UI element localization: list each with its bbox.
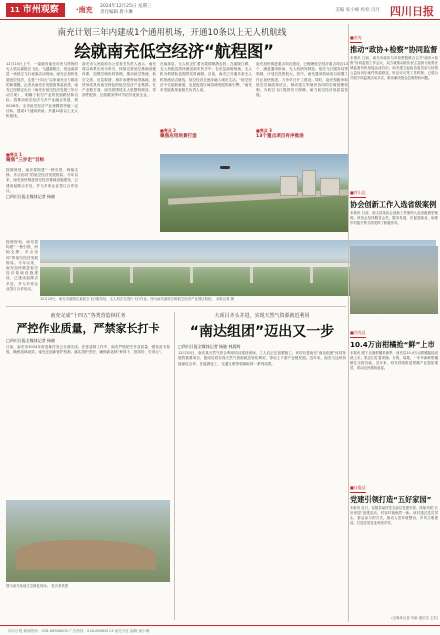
bottom-left-text: 日前，南充市2024年营造林任务已全面完成。在营造林工作中，南充严格把关作业质量，强化苗木检验，确保造林成效。南充还创新管护机制，落实管护责任，确保新造林“种得下、管得好、长得大”。 <box>6 345 170 355</box>
sidebar-divider <box>348 24 349 622</box>
top-story-col3 <box>160 62 252 126</box>
sidebar-body-4: 本报讯 近日，仪陇县某村党支部以党建引领，持续开展“五好家园”创建活动，村容村貌焕然一新。该村通过党员带头、群众参与的方式，推动人居环境整治、乡风文明建设，打造宜居宜业和美乡村。 <box>350 506 438 525</box>
photo-building <box>320 178 340 196</box>
photo-pillar <box>190 267 193 283</box>
sidebar-title-4: 党建引领打造“五好家园” <box>350 495 432 504</box>
sidebar-tag-1: ■南充 <box>350 35 362 43</box>
top-story-col2 <box>82 62 156 232</box>
sidebar-story-3 <box>350 319 438 469</box>
bottom-left-kicker: 南充完成“十四五”各类营造林任务 <box>50 313 126 319</box>
top-story-byline: □四川日报全媒体记者 杨晓 <box>6 194 56 200</box>
subhead-3 <box>256 128 346 140</box>
top-story-col4 <box>256 62 348 126</box>
page-number: 11 <box>10 6 20 14</box>
subhead-3-label: ■亮点 3 <box>256 128 272 133</box>
sidebar-body-1: 本报讯 日前，南充市政协与市检察院联合召开“政协+检察”协同监督工作会议，双方就推动政协民主监督与检察法律监督有机衔接达成共识。南充建立起政协委员参与检察公益诉诉讼案件线索移送、听证评议等工作机制，已联合开展专项监督活动多次，推动解决群众急难愁盼问题。 <box>350 56 438 80</box>
bottom-right-body <box>178 344 346 620</box>
editor-text: 责任编辑 唐小琳 <box>100 10 133 15</box>
sidebar-body-3: 本报讯 眼下正值柑橘采摘季，西充县10.4万亩柑橘陆续成熟上市。果农们忙着采摘、分拣、装箱，一车车新鲜柑橘销往全国各地。近年来，西充持续推进柑橘产业提质增效，带动农民增收致富。 <box>350 351 438 370</box>
sidebar-tag-2: ■营山县 <box>350 190 366 198</box>
masthead-info: 美编 张小峰 校检 闫月 <box>335 8 380 13</box>
col1-text: 12月15日上午，一架载有南充市民与货物的无人机从嘉陵区飞出，飞越嘉陵江，抵达南部县一场低空飞行表演活动现场。南充正加快发展低空经济，这是“十四五”以来南充全力推动的新课题。记者从南充市发展改革委获悉，南充已经制定出台《南充市低空经济发展三年行动方案》，明确了低空产业的发展路径和目标，将推动低空经济与多产业融合发展，到2026年，全市低空经济产业规模将突破一定目标，建成1个通用机场，开通10条以上无人机航线。 <box>6 62 78 119</box>
bottom-right-kicker: 大项目齐头并进，实现天然气资源就近利用 <box>214 313 310 319</box>
photo-pillar <box>130 267 133 283</box>
sub-section: ·南充 <box>76 6 93 14</box>
sidebar-story-2 <box>350 179 438 241</box>
bottom-right-headline: “南达组团”迈出又一步 <box>189 324 335 340</box>
photo-building <box>302 170 316 196</box>
top-story-tail <box>6 240 38 296</box>
bottom-photo <box>6 500 170 582</box>
sidebar <box>350 24 438 627</box>
col1b-text: 按照规划，南充将构建“一核引领、两轴支撑、多点协同”的低空经济发展格局。今年以来，南充加快推进低空经济基础设施建设，已建成起降点多处，并与多家企业签订合作协议。 <box>6 168 78 193</box>
sidebar-story-4 <box>350 474 438 624</box>
sidebar-story-1 <box>350 24 438 174</box>
bottom-photo-caption: 图为南充某地生态修复现场。 受访者供图 <box>6 584 69 588</box>
section-name: 市州观察 <box>22 5 59 15</box>
sidebar-editor-note: (全媒体记者 肖新 通讯员 王浩) <box>391 616 438 620</box>
date-line <box>100 4 170 16</box>
column-divider <box>174 312 175 620</box>
bottom-left-headline: 严控作业质量，严禁家长打卡 <box>16 322 160 335</box>
date-text: 2024年12月25日 星期三 <box>100 4 152 9</box>
subhead-1-label: ■亮点 1 <box>6 152 22 157</box>
sidebar-tag-4: ■仪陇县 <box>350 485 366 493</box>
subhead-3-text: 13个重点项目有序推进 <box>256 134 304 139</box>
photo-building <box>280 176 298 196</box>
wide-photo-caption: 12月25日，南充市嘉陵区某低空飞行服务站，无人机正在进行飞行作业。图为南充嘉陵江畔低空经济产业园区航拍。 本报记者 摄 <box>40 297 234 301</box>
col2-text: 南充市人民政府办公室有关负责人表示，南充将以场景应用为牵引，持续完善低空基础设施体系，加强空域协同管理，推动低空物流、低空文旅、应急救援、城市治理等场景落地，加快形成具有南充特色的低空经济产业集群。在产业链方面，南充将围绕无人机整机制造、零部件配套、运营服务等环节招引优质企业。 <box>82 62 156 98</box>
main-photo <box>160 154 348 232</box>
section-tag <box>6 3 65 17</box>
subhead-2 <box>160 128 250 140</box>
photo-earthwork <box>16 540 156 570</box>
subhead-2-text: 聚焦应用场景打造 <box>160 134 197 139</box>
subhead-1 <box>6 152 78 164</box>
photo-pillar <box>70 267 73 283</box>
sidebar-body-2: 本报讯 日前，营山县某协会创新工作案例入选省级典型案例。该协会坚持服务会员、服务发展，在促进就业、助推乡村振兴等方面发挥了积极作用。 <box>350 211 438 225</box>
sidebar-title-3: 10.4万亩柑橘抢“鲜”上市 <box>350 340 435 349</box>
sidebar-title-2: 协会创新工作入选省级案例 <box>350 200 437 209</box>
newspaper-logo: 四川日报 <box>390 5 434 18</box>
bottom-right-byline: □四川日报全媒体记者 杨晓 林晨辉 <box>178 344 241 349</box>
bottom-left-body <box>6 338 170 496</box>
sidebar-title-1: 推动“政协+检察”协同监督 <box>350 45 438 54</box>
top-story-kicker: 南充计划三年内建成1个通用机场，开通10条以上无人机航线 <box>57 28 287 38</box>
masthead <box>0 0 440 20</box>
top-story-col1 <box>6 62 78 150</box>
page-footer: 四川日报 新闻热线：028-86968000 广告热线：028-86968113 南充分社 编辑 唐小琳 <box>0 625 440 635</box>
top-story-headline: 绘就南充低空经济“航程图” <box>74 42 274 61</box>
drone-icon <box>220 166 230 169</box>
subhead-2-label: ■亮点 2 <box>160 128 176 133</box>
section-divider <box>6 306 346 307</box>
sidebar-tag-3: ■西充县 <box>350 330 366 338</box>
photo-pillar <box>310 267 313 283</box>
sidebar-photo <box>350 246 438 314</box>
subhead-1-text: 聚焦“三步走”目标 <box>6 158 45 163</box>
photo-pillar <box>250 267 253 283</box>
bottom-right-text: 12月20日，南充某天然气综合利用项目建设现场，工人们正在加紧施工。该项目是南充“南达组团”协同发展的重要项目，建成后将实现天然气资源就近转化利用，带动上下游产业链发展。近年来，南充与达州持续深化合作，在能源化工、交通互联等领域取得一系列成果。 <box>178 351 346 366</box>
tail-text: 按照规划，南充将构建“一核引领、两轴支撑、多点协同”的低空经济发展格局。今年以来，南充加快推进低空经济基础设施建设，已建成起降点多处，并与多家企业签订合作协议。 <box>6 240 38 291</box>
col4-text: 南充加快推进重点项目建设，已梳理低空经济重点项目13个，涵盖通用机场、无人机研发制造、低空飞行服务站等领域，计划总投资较大。其中，南充通用机场项目前期工作正加快推进，力争早日开工建设。同时，南充积极争取低空空域改革试点，推动建立军地民协同的空域管理机制，为低空飞行提供有力保障，助力低空经济高质量发展。 <box>256 62 348 98</box>
top-story-col1b <box>6 168 78 234</box>
col3-text: 在南部县，无人机正忙着为果园喷洒农药；在嘉陵江畔，无人机配送将快递送到市民手中；在应急演练现场，无人机为救援队伍提供实时画面。目前，南充已开通多条无人机物流试点航线，低空经济正逐步融入城市生活。“低空经济不仅是新赛道，也是促进区域协调发展的新引擎。”南充市发展改革委相关负责人说。 <box>160 62 252 93</box>
bottom-left-byline: □四川日报全媒体记者 杨晓 <box>6 338 56 343</box>
